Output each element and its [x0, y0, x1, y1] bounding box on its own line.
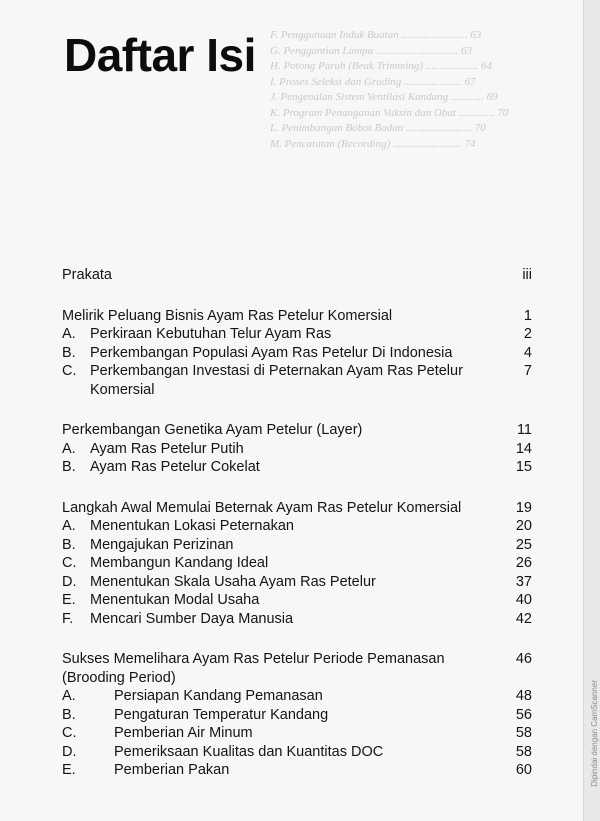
- toc-page-number: 40: [515, 592, 532, 608]
- toc-chapter: [62, 421, 532, 440]
- item-title: Persiapan Kandang Pemanasan: [114, 688, 323, 704]
- toc-page-number: 7: [523, 363, 532, 379]
- toc-page-number: iii: [522, 267, 532, 283]
- toc-item: [62, 687, 532, 706]
- bleed-through-text: [270, 28, 550, 152]
- table-of-contents: [62, 266, 532, 780]
- item-title: Mencari Sumber Daya Manusia: [90, 610, 294, 627]
- item-title: Membangun Kandang Ideal: [90, 555, 269, 571]
- bleed-line: H. Potong Paruh (Beak Trimming) ................... 64: [270, 60, 492, 72]
- toc-page-number: 2: [523, 326, 532, 342]
- bleed-line: L. Penimbangan Bobot Badan ........................ 70: [270, 122, 486, 134]
- item-letter: C.: [62, 725, 77, 741]
- toc-page-number: 56: [515, 706, 532, 723]
- toc-item: [62, 440, 532, 459]
- toc-page-number: 20: [515, 518, 532, 534]
- item-letter: C.: [62, 363, 77, 379]
- toc-item: [62, 573, 532, 592]
- toc-item: [62, 517, 532, 536]
- bleed-line: I. Proses Seleksi dan Grading ..................... 67: [270, 75, 476, 88]
- toc-item: [62, 554, 532, 573]
- page-title: Daftar Isi: [64, 29, 256, 81]
- item-letter: B.: [62, 459, 76, 475]
- item-title: Perkembangan Populasi Ayam Ras Petelur Di Indonesia: [90, 344, 453, 361]
- toc-page-number: 4: [523, 344, 532, 361]
- item-title: Pemeriksaan Kualitas dan Kuantitas DOC: [114, 743, 384, 760]
- toc-page-number: 58: [515, 743, 532, 760]
- toc-page-number: 1: [523, 307, 532, 324]
- item-title: Ayam Ras Petelur Cokelat: [90, 459, 260, 475]
- item-letter: A.: [62, 518, 76, 534]
- item-title: Menentukan Lokasi Peternakan: [90, 518, 294, 534]
- toc-item: [62, 362, 532, 399]
- item-title: Ayam Ras Petelur Putih: [90, 440, 244, 457]
- toc-page-number: 46: [515, 651, 532, 667]
- item-letter: D.: [62, 743, 77, 760]
- toc-page-number: 19: [515, 499, 532, 516]
- bleed-line: M. Pencatatan (Recording) ......................... 74: [270, 137, 476, 150]
- bleed-line: K. Program Penanganan Vaksin dan Obat ............. 70: [270, 106, 509, 119]
- item-letter: B.: [62, 706, 76, 723]
- toc-page-number: 48: [515, 688, 532, 704]
- chapter-title: Melirik Peluang Bisnis Ayam Ras Petelur Komersial: [62, 307, 393, 324]
- toc-item: [62, 724, 532, 743]
- scanner-margin: [583, 0, 600, 821]
- toc-item: [62, 743, 532, 762]
- toc-item: [62, 610, 532, 629]
- item-title: Menentukan Skala Usaha Ayam Ras Petelur: [90, 573, 376, 590]
- item-letter: A.: [62, 440, 76, 457]
- toc-page-number: 60: [515, 762, 532, 778]
- item-title: Pemberian Pakan: [114, 762, 230, 778]
- bleed-line: J. Pengenalan Sistem Ventilasi Kandang ............ 69: [270, 91, 498, 103]
- item-letter: E.: [62, 762, 76, 778]
- toc-page-number: 25: [515, 536, 532, 553]
- item-letter: C.: [62, 555, 77, 571]
- chapter-title: Langkah Awal Memulai Beternak Ayam Ras Petelur Komersial: [62, 499, 462, 516]
- toc-page-number: 58: [515, 725, 532, 741]
- item-letter: B.: [62, 536, 76, 553]
- toc-page-number: 11: [516, 422, 532, 438]
- toc-page-number: 15: [515, 459, 532, 475]
- toc-item: [62, 344, 532, 363]
- item-letter: E.: [62, 592, 76, 608]
- item-letter: D.: [62, 573, 77, 590]
- toc-item: [62, 325, 532, 344]
- bleed-line: F. Penggunaan Induk Buatan ........................ 63: [270, 29, 482, 41]
- toc-item: [62, 591, 532, 610]
- item-title: Menentukan Modal Usaha: [90, 592, 260, 608]
- toc-item: [62, 706, 532, 725]
- toc-page-number: 42: [515, 610, 532, 627]
- toc-chapter: [62, 650, 532, 687]
- scanner-watermark: Dipindai dengan CamScanner: [590, 680, 599, 787]
- bleed-line: G. Penggantian Lampu .............................. 63: [270, 44, 472, 57]
- item-title: Mengajukan Perizinan: [90, 536, 234, 553]
- item-letter: F.: [62, 610, 74, 627]
- chapter-title: Sukses Memelihara Ayam Ras Petelur Periode Pemanasan (Brooding Period): [62, 651, 445, 686]
- item-letter: B.: [62, 344, 76, 361]
- toc-page-number: 14: [515, 440, 532, 457]
- toc-page-number: 26: [515, 555, 532, 571]
- toc-chapter: [62, 307, 532, 326]
- item-letter: A.: [62, 688, 76, 704]
- chapter-title: Perkembangan Genetika Ayam Petelur (Layer): [62, 422, 363, 438]
- toc-chapter: [62, 499, 532, 518]
- toc-entry-title: Prakata: [62, 267, 112, 283]
- toc-item: [62, 761, 532, 780]
- item-letter: A.: [62, 326, 76, 342]
- toc-item: [62, 536, 532, 555]
- item-title: Pengaturan Temperatur Kandang: [114, 706, 329, 723]
- toc-prakata: [62, 266, 532, 285]
- item-title: Perkiraan Kebutuhan Telur Ayam Ras: [90, 326, 332, 342]
- item-title: Perkembangan Investasi di Peternakan Ayam Ras Petelur Komersial: [90, 363, 463, 398]
- item-title: Pemberian Air Minum: [114, 725, 253, 741]
- toc-page-number: 37: [515, 573, 532, 590]
- toc-item: [62, 458, 532, 477]
